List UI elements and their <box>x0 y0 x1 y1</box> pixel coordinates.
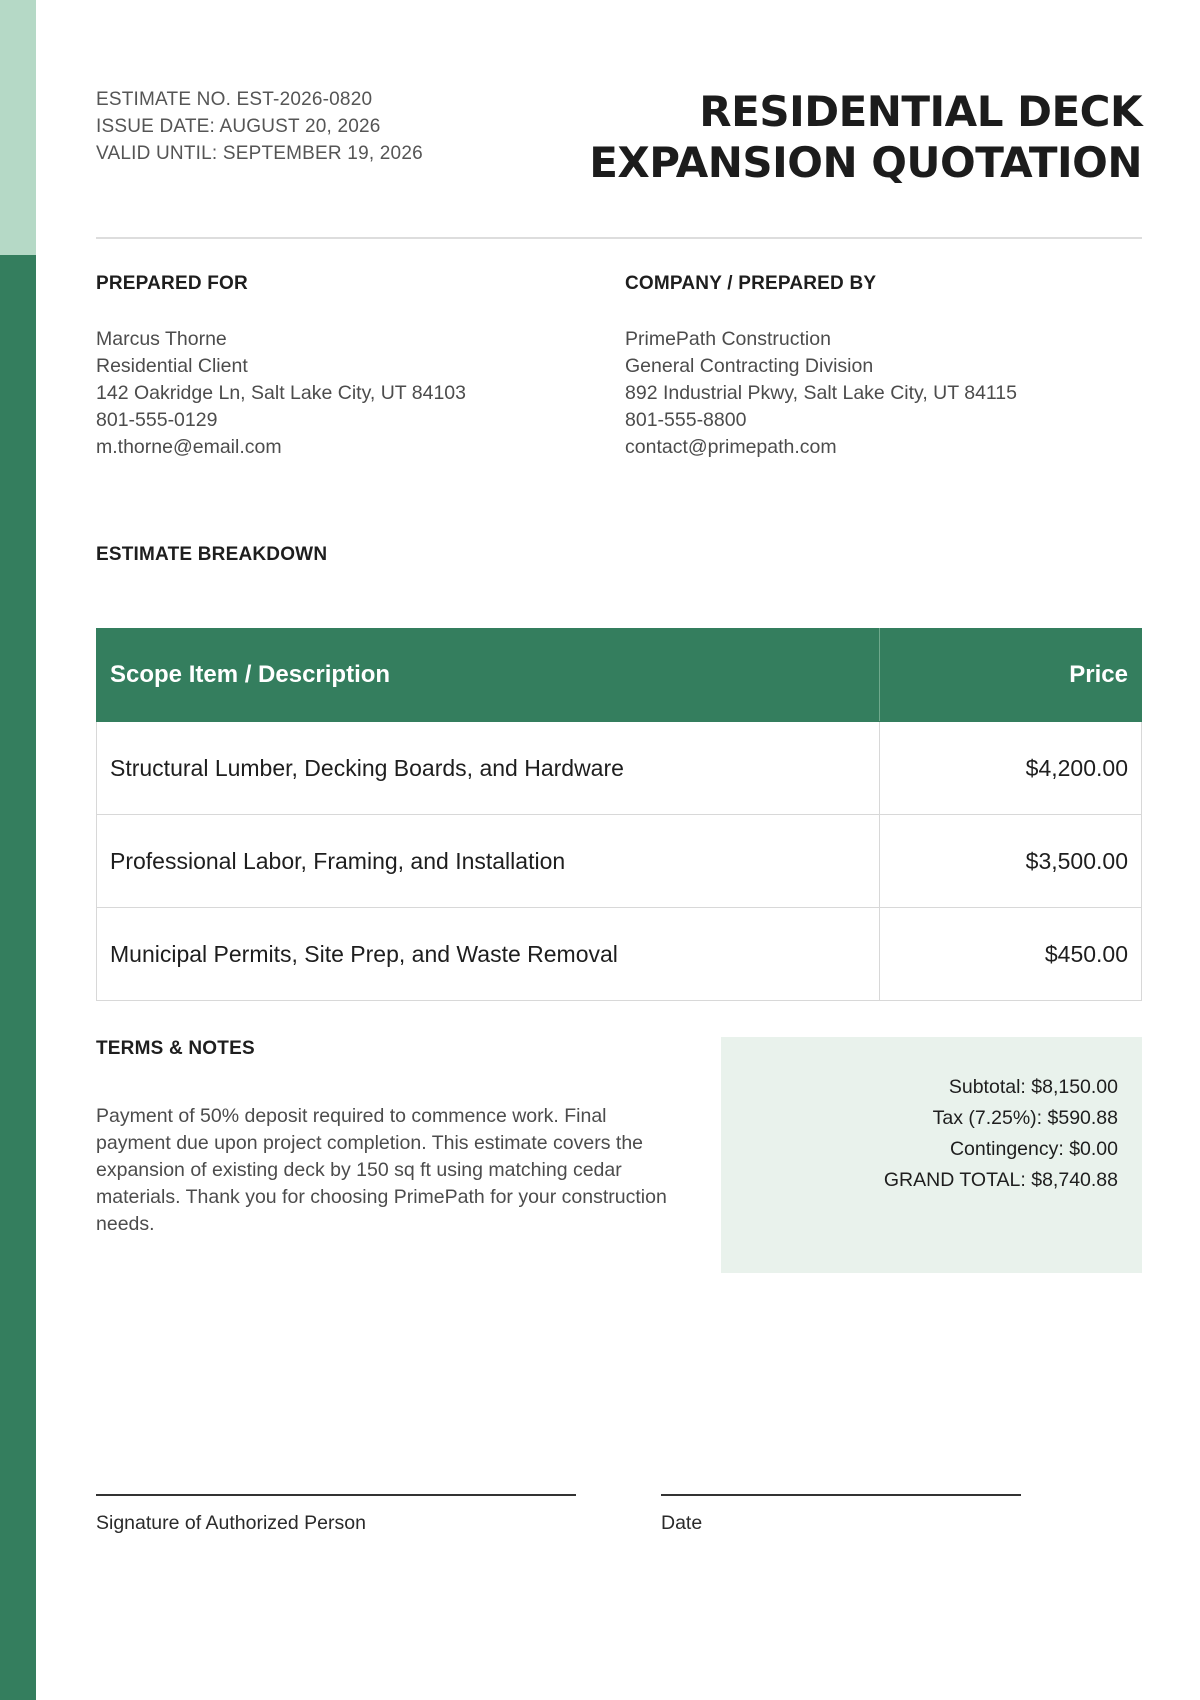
signature-line <box>96 1494 576 1496</box>
table-header-row <box>97 629 1142 722</box>
row-description: Professional Labor, Framing, and Installation <box>97 815 880 908</box>
estimate-number: ESTIMATE NO. EST-2026-0820 <box>96 89 373 110</box>
table-row <box>97 722 1142 815</box>
signature-label: Signature of Authorized Person <box>96 1512 366 1534</box>
breakdown-label: ESTIMATE BREAKDOWN <box>96 544 328 565</box>
row-description: Structural Lumber, Decking Boards, and Hardware <box>97 722 880 815</box>
client-address: 142 Oakridge Ln, Salt Lake City, UT 84103 <box>96 382 466 404</box>
terms-text: Payment of 50% deposit required to commence work. Final payment due upon project completion. This estimate covers the expansion of existing deck by 150 sq ft using matching cedar materials. Thank you for choosing PrimePath for your construction needs. <box>96 1105 667 1235</box>
client-phone: 801-555-0129 <box>96 409 218 431</box>
issue-date: ISSUE DATE: AUGUST 20, 2026 <box>96 116 381 137</box>
totals-box <box>721 1037 1142 1273</box>
client-type: Residential Client <box>96 355 248 377</box>
row-description: Municipal Permits, Site Prep, and Waste Removal <box>97 908 880 1001</box>
row-price: $3,500.00 <box>880 815 1142 908</box>
table-row <box>97 815 1142 908</box>
prepared-for-label: PREPARED FOR <box>96 273 248 294</box>
date-label: Date <box>661 1512 703 1534</box>
company-name: PrimePath Construction <box>625 328 831 350</box>
table-row <box>97 908 1142 1001</box>
tax: Tax (7.25%): $590.88 <box>932 1107 1118 1129</box>
company-division: General Contracting Division <box>625 355 874 377</box>
client-email: m.thorne@email.com <box>96 436 282 458</box>
estimate-meta <box>96 86 423 167</box>
prepared-by-block <box>625 272 1145 461</box>
header-description: Scope Item / Description <box>97 629 880 722</box>
estimate-table <box>96 628 1142 1001</box>
subtotal: Subtotal: $8,150.00 <box>948 1076 1118 1098</box>
company-phone: 801-555-8800 <box>625 409 747 431</box>
terms-label: TERMS & NOTES <box>96 1038 255 1059</box>
company-email: contact@primepath.com <box>625 436 837 458</box>
prepared-for-block <box>96 272 556 461</box>
prepared-by-label: COMPANY / PREPARED BY <box>625 273 877 294</box>
valid-until: VALID UNTIL: SEPTEMBER 19, 2026 <box>96 143 423 164</box>
title-line-1: RESIDENTIAL DECK <box>699 87 1142 136</box>
header-price: Price <box>880 629 1142 722</box>
title-line-2: EXPANSION QUOTATION <box>589 138 1142 187</box>
accent-bar-side <box>0 255 36 1700</box>
row-price: $450.00 <box>880 908 1142 1001</box>
date-line <box>661 1494 1021 1496</box>
grand-total: GRAND TOTAL: $8,740.88 <box>883 1169 1118 1191</box>
header-divider <box>96 237 1142 239</box>
contingency: Contingency: $0.00 <box>949 1138 1118 1160</box>
company-address: 892 Industrial Pkwy, Salt Lake City, UT 84115 <box>625 382 1017 404</box>
accent-bar-top <box>0 0 36 255</box>
row-price: $4,200.00 <box>880 722 1142 815</box>
client-name: Marcus Thorne <box>96 328 227 350</box>
document-title <box>589 86 1142 188</box>
